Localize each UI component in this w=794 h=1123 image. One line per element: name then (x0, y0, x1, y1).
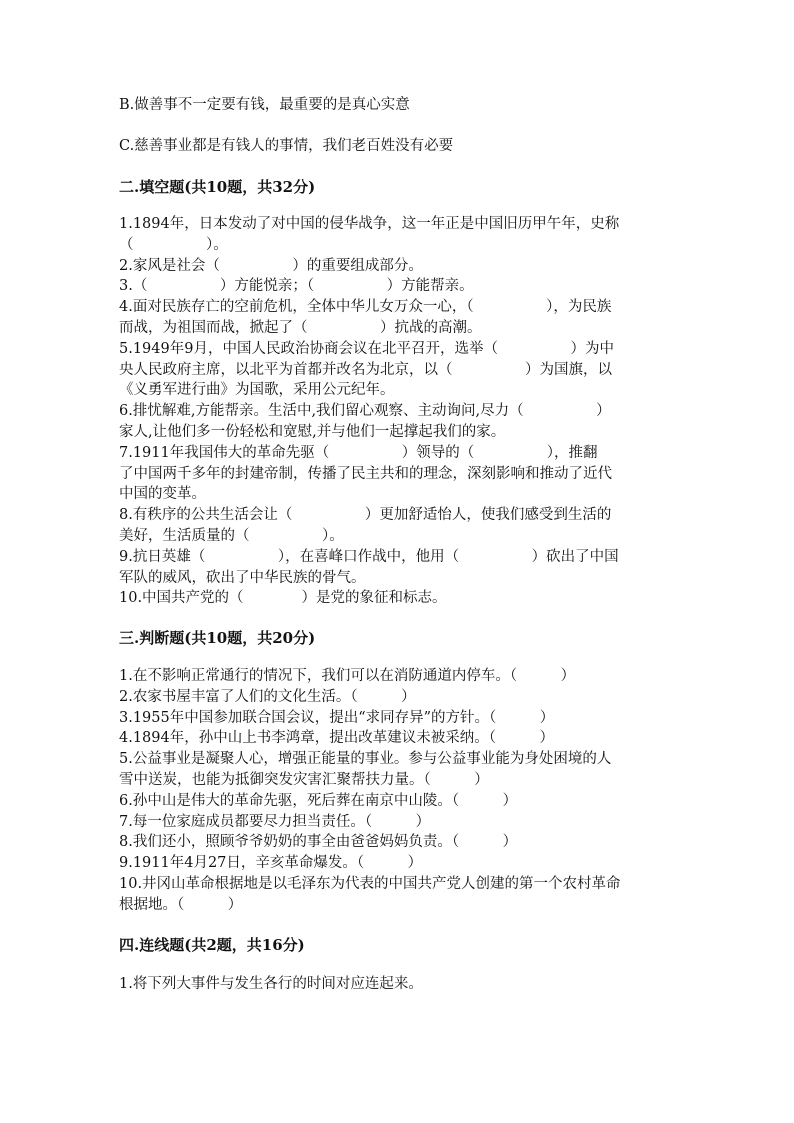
option-b: B.做善事不一定要有钱，最重要的是真心实意 (119, 97, 410, 113)
question-line: 3.1955年中国参加联合国会议，提出“求同存异”的方针。（ ） (119, 709, 555, 726)
true-false-questions (119, 666, 621, 916)
fill-blank-questions (119, 214, 619, 609)
question-line: 3.（ ）方能悦亲；（ ）方能帮亲。 (119, 278, 474, 295)
question-line: 2.农家书屋丰富了人们的文化生活。（ ） (119, 688, 416, 705)
section-heading-matching: 四.连线题(共2题，共16分) (119, 936, 305, 954)
question-line: 1.1894年，日本发动了对中国的侵华战争，这一年正是中国旧历甲午年，史称 (119, 216, 620, 232)
question-line: 5.公益事业是凝聚人心，增强正能量的事业。参与公益事业能为身处困境的人 (119, 751, 612, 768)
question-line: 家人,让他们多一份轻松和宽慰,并与他们一起撑起我们的家。 (119, 423, 506, 440)
question-line: 而战，为祖国而战，掀起了（ ）抗战的高潮。 (119, 319, 482, 336)
question-line: 6.排忧解难,方能帮亲。生活中,我们留心观察、主动询问,尽力（ ） (119, 403, 611, 420)
question-line: 央人民政府主席，以北平为首都并改名为北京，以（ ）为国旗，以 (119, 361, 612, 378)
question-line: 8.有秩序的公共生活会让（ ）更加舒适怡人，使我们感受到生活的 (119, 507, 612, 524)
question-line: 9.抗日英雄（ ），在喜峰口作战中，他用（ ）砍出了中国 (119, 548, 619, 565)
question-line: 1.将下列大事件与发生各行的时间对应连起来。 (119, 976, 423, 992)
question-line: 10.井冈山革命根据地是以毛泽东为代表的中国共产党人创建的第一个农村革命 (119, 875, 621, 892)
question-line: 根据地。（ ） (119, 896, 243, 913)
option-c: C.慈善事业都是有钱人的事情，我们老百姓没有必要 (119, 138, 454, 154)
question-line: 《义勇军进行曲》为国歌，采用公元纪年。 (119, 382, 395, 399)
question-line: 7.1911年我国伟大的革命先驱（ ）领导的（ ），推翻 (119, 444, 598, 461)
question-line: 10.中国共产党的（ ）是党的象征和标志。 (119, 590, 447, 607)
question-line: 中国的变革。 (119, 486, 206, 503)
question-line: 了中国两千多年的封建帝制，传播了民主共和的理念，深刻影响和推动了近代 (119, 465, 612, 482)
question-line: 6.孙中山是伟大的革命先驱，死后葬在南京中山陵。（ ） (119, 792, 518, 809)
question-line: 4.1894年，孙中山上书李鸿章，提出改革建议未被采纳。（ ） (119, 730, 554, 747)
question-line: 4.面对民族存亡的空前危机，全体中华儿女万众一心，（ ），为民族 (119, 299, 612, 316)
question-line: 军队的威风，砍出了中华民族的骨气。 (119, 569, 366, 586)
section-heading-fill-blank: 二.填空题(共10题，共32分) (119, 178, 316, 196)
question-line: 雪中送炭，也能为抵御突发灾害汇聚帮扶力量。（ ） (119, 771, 489, 788)
question-line: 9.1911年4月27日，辛亥革命爆发。（ ） (119, 855, 423, 872)
section-heading-true-false: 三.判断题(共10题，共20分) (119, 629, 316, 647)
question-line: 美好，生活质量的（ ）。 (119, 527, 344, 544)
question-line: 7.每一位家庭成员都要尽力担当责任。（ ） (119, 813, 431, 830)
question-line: 2.家风是社会（ ）的重要组成部分。 (119, 257, 423, 274)
question-line: 8.我们还小，照顾爷爷奶奶的事全由爸爸妈妈负责。（ ） (119, 834, 518, 851)
matching-questions (119, 974, 423, 995)
question-line: 1.在不影响正常通行的情况下，我们可以在消防通道内停车。（ ） (119, 668, 576, 684)
question-line: 5.1949年9月，中国人民政治协商会议在北平召开，选举（ ）为中 (119, 340, 614, 357)
question-line: （ ）。 (119, 236, 228, 253)
